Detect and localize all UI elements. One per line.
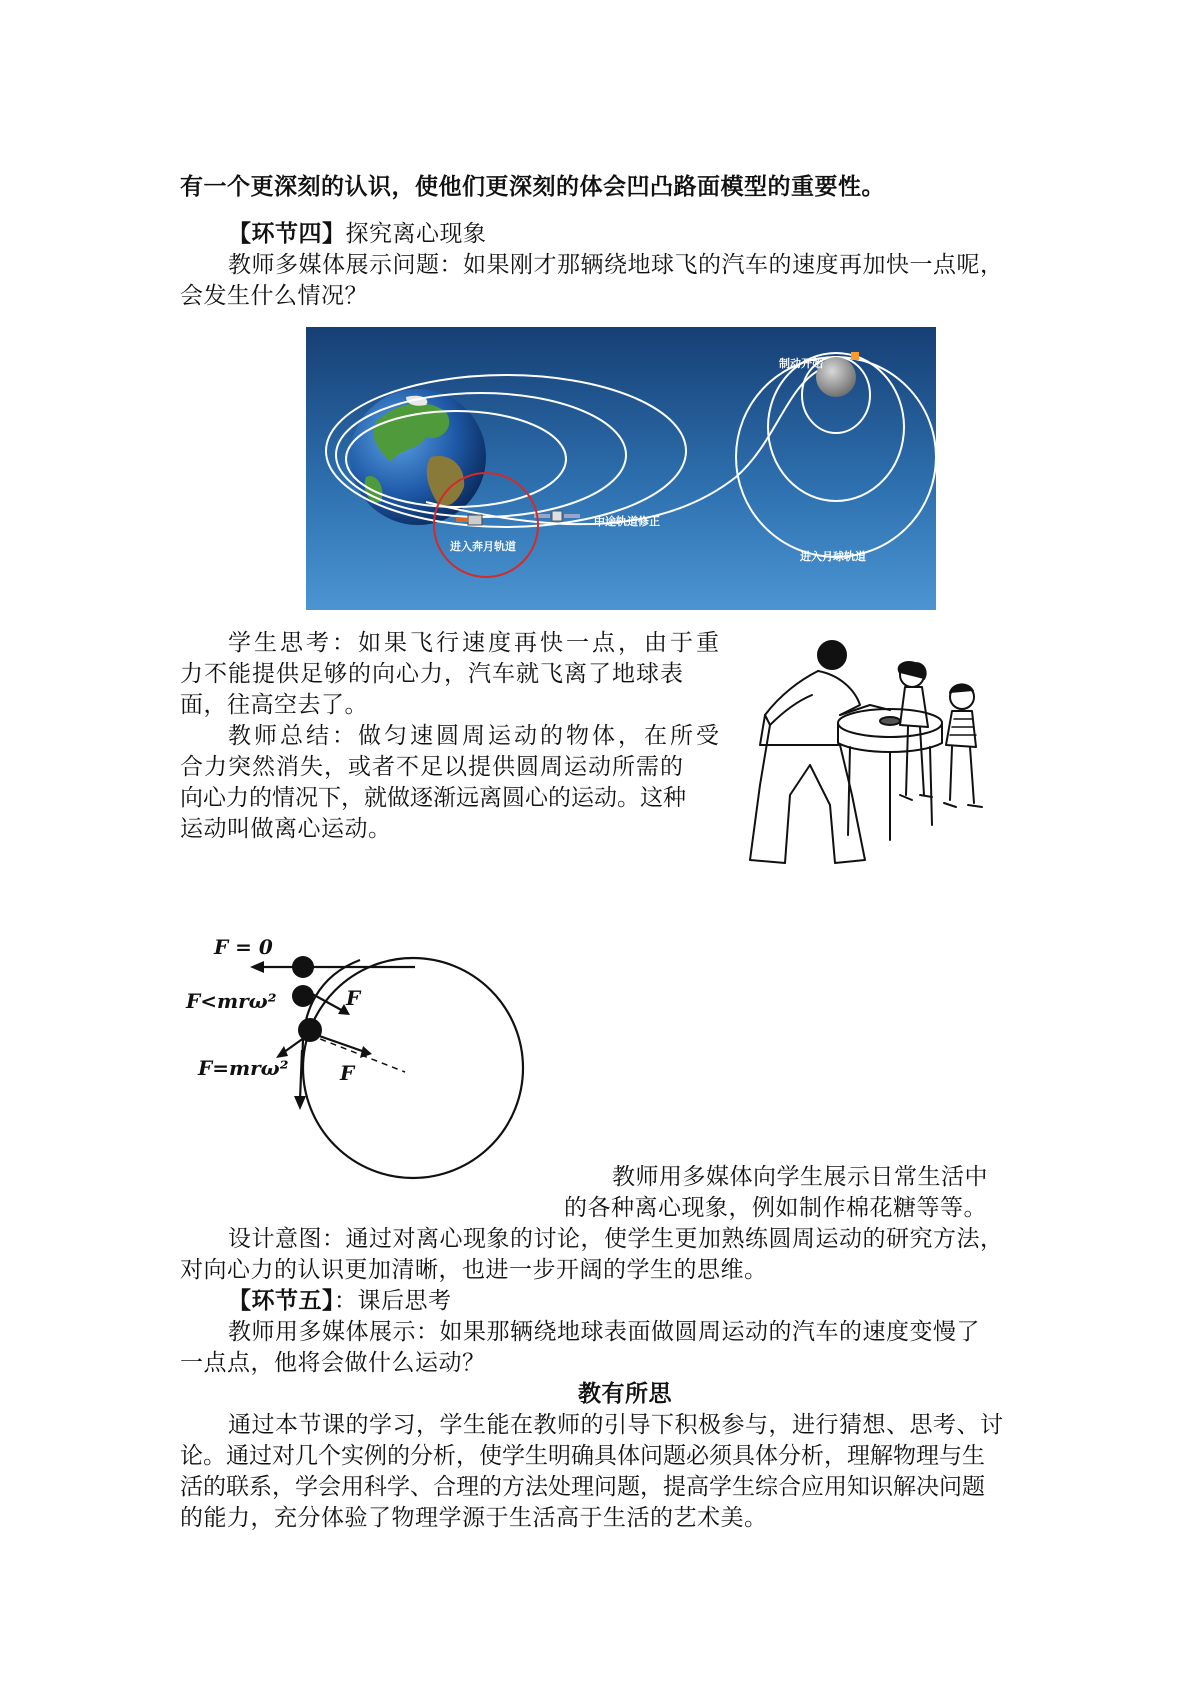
section5-para-line1: 教师用多媒体展示：如果那辆绕地球表面做圆周运动的汽车的速度变慢了 xyxy=(228,1319,980,1345)
teacher-summary-line1: 教师总结：做匀速圆周运动的物体，在所受 xyxy=(228,723,722,749)
multimedia-caption-line1: 教师用多媒体向学生展示日常生活中 xyxy=(612,1164,988,1190)
intro-line: 有一个更深刻的认识，使他们更深刻的体会凹凸路面模型的重要性。 xyxy=(180,174,885,200)
section5-title: ：课后思考 xyxy=(334,1288,452,1314)
radius-dashed xyxy=(310,1035,405,1072)
reflection-title: 教有所思 xyxy=(578,1381,672,1407)
student-para-line3: 面，往高空去了。 xyxy=(180,692,368,718)
student-para-line2: 力不能提供足够的向心力，汽车就飞离了地球表 xyxy=(180,661,684,687)
label-brake-start: 制动开始 xyxy=(779,357,823,370)
reflection-line2: 论。通过对几个实例的分析，使学生明确具体问题必须具体分析，理解物理与生 xyxy=(180,1443,985,1469)
reflection-line3: 活的联系，学会用科学、合理的方法处理问题，提高学生综合应用知识解决问题 xyxy=(180,1474,985,1500)
teacher-summary-line3: 向心力的情况下，就做逐渐远离圆心的运动。这种 xyxy=(180,785,686,811)
label-force-1: F xyxy=(346,986,361,1010)
student-para-line1: 学生思考：如果飞行速度再快一点，由于重 xyxy=(228,630,722,656)
label-lunar-orbit: 进入月球轨道 xyxy=(800,550,866,563)
label-transfer-orbit: 进入奔月轨道 xyxy=(450,540,516,553)
section5-heading: 【环节五】 xyxy=(228,1288,334,1314)
velocity-arrow-low xyxy=(300,1050,302,1100)
teacher-summary-line4: 运动叫做离心运动。 xyxy=(180,816,392,842)
brake-marker-icon xyxy=(851,352,859,360)
circular-path xyxy=(303,958,523,1178)
section4-heading-row xyxy=(228,219,487,250)
reflection-line1: 通过本节课的学习，学生能在教师的引导下积极参与，进行猜想、思考、讨 xyxy=(228,1412,1004,1438)
section4-para-line2: 会发生什么情况？ xyxy=(180,283,368,309)
design-intent-line1: 设计意图：通过对离心现象的讨论，使学生更加熟练圆周运动的研究方法， xyxy=(228,1226,1004,1252)
design-intent-line2: 对向心力的认识更加清晰，也进一步开阔的学生的思维。 xyxy=(180,1257,768,1283)
ball-bottom xyxy=(298,1018,322,1042)
ball-top xyxy=(292,956,314,978)
lunar-trajectory-figure xyxy=(306,327,936,610)
section4-heading: 【环节四】 xyxy=(228,221,346,247)
teacher-summary-line2: 合力突然消失，或者不足以提供圆周运动所需的 xyxy=(180,754,684,780)
centrifugal-force-diagram xyxy=(180,920,525,1185)
multimedia-caption-line2: 的各种离心现象，例如制作棉花糖等等。 xyxy=(564,1195,987,1221)
section5-para-line2: 一点点，他将会做什么运动？ xyxy=(180,1350,486,1376)
label-midcourse: 中途轨道修正 xyxy=(594,515,660,528)
ball-middle xyxy=(292,985,314,1007)
label-f-equal: F=mrω² xyxy=(198,1056,289,1080)
reflection-line4: 的能力，充分体验了物理学源于生活高于生活的艺术美。 xyxy=(180,1505,768,1531)
section4-title: 探究离心现象 xyxy=(345,221,487,247)
arrowhead-zero xyxy=(250,961,264,973)
label-f-zero: F = 0 xyxy=(214,935,273,959)
section4-para-line1: 教师多媒体展示问题：如果刚才那辆绕地球飞的汽车的速度再加快一点呢， xyxy=(228,252,1004,278)
label-force-2: F xyxy=(340,1061,355,1085)
section5-heading-row xyxy=(228,1286,452,1317)
teacher-children-illustration xyxy=(740,635,996,875)
arrowhead-low xyxy=(294,1096,306,1110)
label-f-less: F<mrω² xyxy=(186,989,277,1013)
